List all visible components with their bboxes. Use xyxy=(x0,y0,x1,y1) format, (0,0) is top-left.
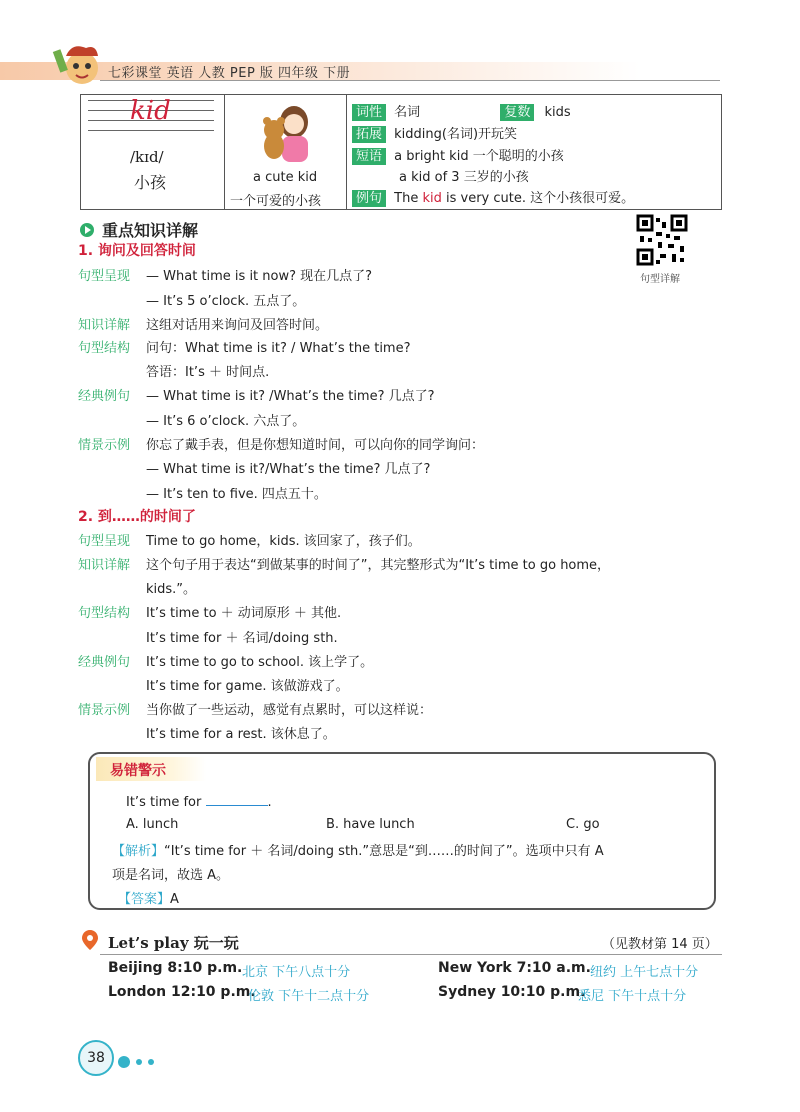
option-b[interactable]: B. have lunch xyxy=(326,817,415,832)
row-text: is very cute. 这个小孩很可爱。 xyxy=(441,191,635,206)
header-title: 七彩课堂 英语 人教 PEP 版 四年级 下册 xyxy=(108,66,351,81)
lets-play-divider xyxy=(100,954,722,955)
lets-play-title: Let’s play 玩一玩 xyxy=(108,934,239,952)
vocab-word: kid xyxy=(130,96,171,126)
tag: 短语 xyxy=(352,148,386,165)
tag: 复数 xyxy=(500,104,534,121)
answer-tag: 【答案】 xyxy=(118,892,171,907)
decor-dot xyxy=(148,1059,154,1065)
label-explain: 知识详解 xyxy=(78,318,131,333)
vocab-meaning: 小孩 xyxy=(134,173,167,192)
city-time-zh: 伦敦 下午十二点十分 xyxy=(248,989,370,1004)
label-example: 经典例句 xyxy=(78,655,131,670)
vocab-row-ext xyxy=(352,123,517,143)
row-text: 名词 xyxy=(394,105,421,120)
qr-caption: 句型详解 xyxy=(640,274,680,285)
tag: 拓展 xyxy=(352,126,386,143)
part1-heading: 1. 询问及回答时间 xyxy=(78,243,196,259)
text-line: Time to go home，kids. 该回家了，孩子们。 xyxy=(146,534,421,549)
analysis-line xyxy=(112,840,604,859)
row-text: The xyxy=(394,191,423,206)
mascot-icon xyxy=(52,40,108,86)
highlight-word: kid xyxy=(422,191,442,206)
text-line: — It’s 5 o’clock. 五点了。 xyxy=(146,294,306,309)
text-line: — What time is it? /What’s the time? 几点了? xyxy=(146,389,435,404)
city-time: Sydney 10:10 p.m. xyxy=(438,984,586,1000)
city-time-zh: 北京 下午八点十分 xyxy=(242,965,351,980)
text-line: — It’s ten to five. 四点五十。 xyxy=(146,487,327,502)
vocab-row-pos xyxy=(352,101,571,121)
option-c[interactable]: C. go xyxy=(566,817,600,832)
play-icon xyxy=(80,223,94,237)
text-line: — What time is it now? 现在几点了? xyxy=(146,269,373,284)
vocab-divider xyxy=(346,94,347,210)
row-text: kidding(名词)开玩笑 xyxy=(394,127,518,142)
question: It’s time for . xyxy=(126,795,272,810)
answer-blank[interactable] xyxy=(206,793,268,806)
girl-with-teddy-illustration xyxy=(258,100,318,166)
text-line: 当你做了一些运动，感觉有点累时，可以这样说： xyxy=(146,703,433,718)
answer-line xyxy=(118,888,179,907)
vocab-caption-zh: 一个可爱的小孩 xyxy=(230,194,322,209)
vocab-phonetic: /kɪd/ xyxy=(130,148,164,166)
label-explain: 知识详解 xyxy=(78,558,131,573)
vocab-row-example xyxy=(352,187,634,207)
label-pattern: 句型呈现 xyxy=(78,534,131,549)
analysis-tag: 【解析】 xyxy=(112,844,165,859)
tag: 词性 xyxy=(352,104,386,121)
city-time: Beijing 8:10 p.m. xyxy=(108,960,243,976)
textbook-reference: （见教材第 14 页） xyxy=(602,937,718,952)
page-number: 38 xyxy=(78,1040,114,1076)
decor-dot xyxy=(136,1059,142,1065)
label-scenario: 情景示例 xyxy=(78,703,131,718)
text-line: — It’s 6 o’clock. 六点了。 xyxy=(146,414,306,429)
answer-text: A xyxy=(170,892,179,907)
city-time: London 12:10 p.m. xyxy=(108,984,256,1000)
location-pin-icon xyxy=(82,930,98,950)
text-line: It’s time for game. 该做游戏了。 xyxy=(146,679,349,694)
text-line: It’s time for a rest. 该休息了。 xyxy=(146,727,336,742)
label-scenario: 情景示例 xyxy=(78,438,131,453)
part2-heading: 2. 到……的时间了 xyxy=(78,509,196,525)
section-title xyxy=(80,218,198,241)
text-line: kids.”。 xyxy=(146,582,197,597)
label-structure: 句型结构 xyxy=(78,606,131,621)
text-line: 答语：It’s ＋ 时间点. xyxy=(146,365,270,380)
row-text: kids xyxy=(544,105,571,120)
decor-dot xyxy=(118,1056,130,1068)
qr-code-icon[interactable] xyxy=(636,214,688,266)
tag: 例句 xyxy=(352,190,386,207)
text-line: 这组对话用来询问及回答时间。 xyxy=(146,318,329,333)
text-line: 你忘了戴手表，但是你想知道时间，可以向你的同学询问： xyxy=(146,438,485,453)
text-line: 问句：What time is it? / What’s the time? xyxy=(146,341,411,356)
text-line: — What time is it?/What’s the time? 几点了? xyxy=(146,462,431,477)
text-line: It’s time for ＋ 名词/doing sth. xyxy=(146,631,338,646)
option-a[interactable]: A. lunch xyxy=(126,817,179,832)
question-text: It’s time for xyxy=(126,795,202,810)
analysis-line: 项是名词，故选 A。 xyxy=(112,868,230,883)
analysis-text: “It’s time for ＋ 名词/doing sth.”意思是“到……的时间了”。选项中只有 A xyxy=(164,844,604,859)
city-time-zh: 纽约 上午七点十分 xyxy=(590,965,699,980)
label-example: 经典例句 xyxy=(78,389,131,404)
text-line: It’s time to ＋ 动词原形 ＋ 其他. xyxy=(146,606,342,621)
section-title-text: 重点知识详解 xyxy=(102,221,199,240)
warning-title: 易错警示 xyxy=(110,763,166,779)
vocab-caption-en: a cute kid xyxy=(253,170,318,185)
vocab-divider xyxy=(224,94,225,210)
vocab-row-phrase xyxy=(352,145,564,165)
row-text: a kid of 3 三岁的小孩 xyxy=(399,170,529,185)
label-structure: 句型结构 xyxy=(78,341,131,356)
text-line: 这个句子用于表达“到做某事的时间了”，其完整形式为“It’s time to go home， xyxy=(146,558,611,573)
label-pattern: 句型呈现 xyxy=(78,269,131,284)
city-time-zh: 悉尼 下午十点十分 xyxy=(578,989,687,1004)
vocab-row-phrase2 xyxy=(399,166,529,185)
text-line: It’s time to go to school. 该上学了。 xyxy=(146,655,374,670)
row-text: a bright kid 一个聪明的小孩 xyxy=(394,149,564,164)
city-time: New York 7:10 a.m. xyxy=(438,960,591,976)
